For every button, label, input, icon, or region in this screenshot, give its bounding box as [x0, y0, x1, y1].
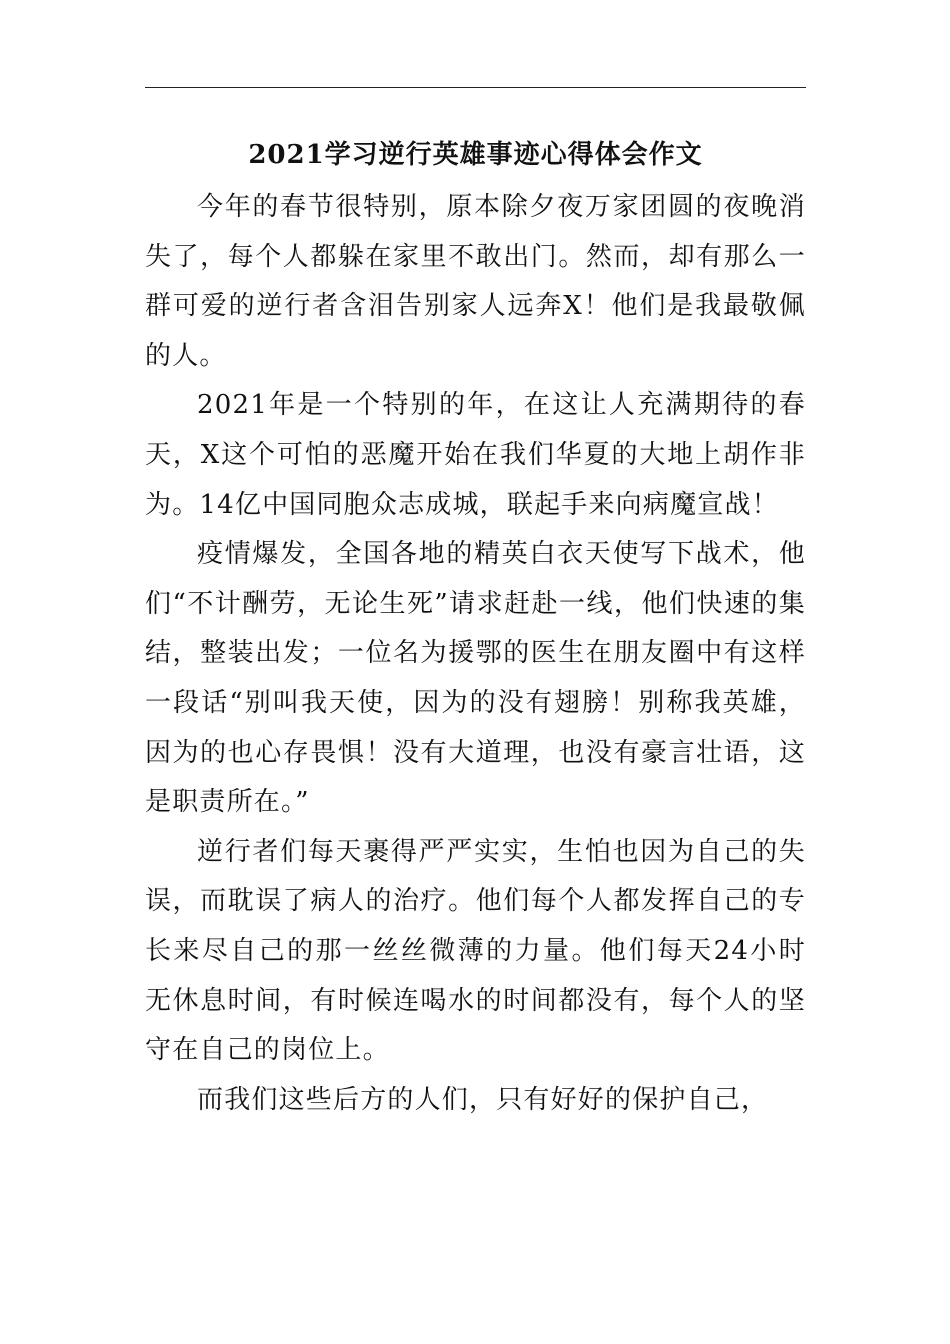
header-rule [145, 87, 806, 88]
document-title: 2021学习逆行英雄事迹心得体会作文 [248, 140, 703, 170]
paragraph: 2021年是一个特别的年，在这让人充满期待的春天，X这个可怕的恶魔开始在我们华夏的大地上胡作非为。14亿中国同胞众志成城，联起手来向病魔宣战！ [145, 390, 806, 520]
document-body [145, 183, 806, 1125]
paragraph: 今年的春节很特别，原本除夕夜万家团圆的夜晚消失了，每个人都躲在家里不敢出门。然而，却有那么一群可爱的逆行者含泪告别家人远奔X！他们是我最敬佩的人。 [145, 192, 806, 371]
paragraph: 而我们这些后方的人们，只有好好的保护自己， [197, 1084, 769, 1115]
paragraph: 疫情爆发，全国各地的精英白衣天使写下战术，他们“不计酬劳，无论生死”请求赶赴一线，他们快速的集结，整装出发；一位名为援鄂的医生在朋友圈中有这样一段话“别叫我天使，因为的没有翅膀！别称我英雄，因为的也心存畏惧！没有大道理，也没有豪言壮语，这是职责所在。” [145, 539, 806, 818]
paragraph: 逆行者们每天裹得严严实实，生怕也因为自己的失误，而耽误了病人的治疗。他们每个人都发挥自己的专长来尽自己的那一丝丝微薄的力量。他们每天24小时无休息时间，有时候连喝水的时间都没有，每个人的坚守在自己的岗位上。 [145, 836, 806, 1066]
